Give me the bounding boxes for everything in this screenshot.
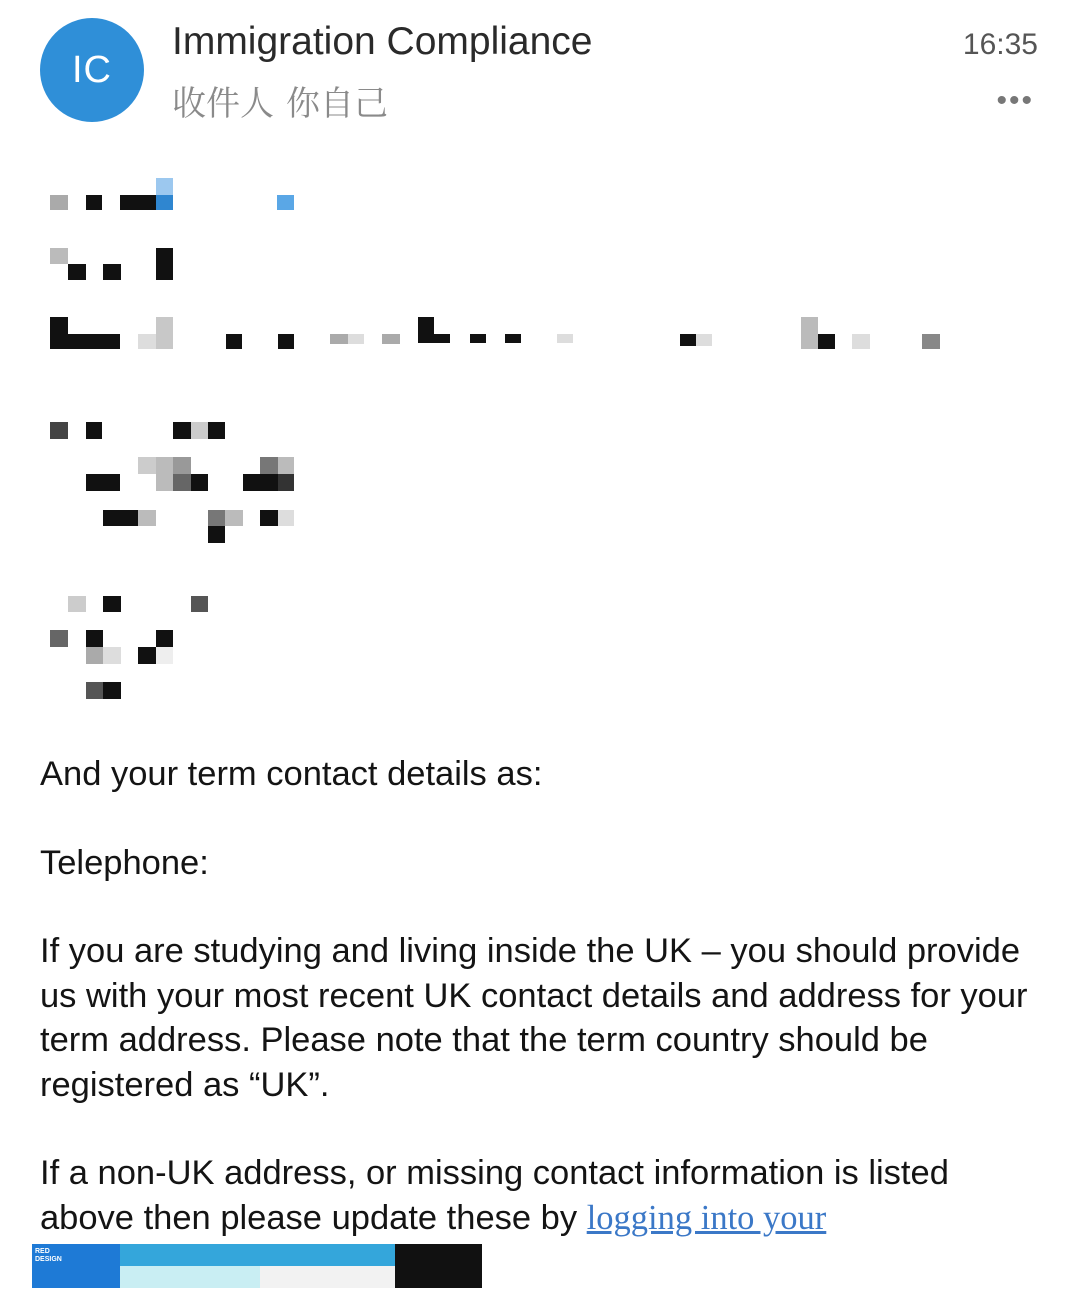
- mosaic-block: [50, 630, 68, 647]
- mosaic-block: [278, 474, 294, 491]
- body-paragraph: And your term contact details as:: [40, 755, 543, 793]
- mosaic-block: [173, 474, 191, 491]
- mosaic-block: [156, 457, 173, 491]
- mosaic-block: [191, 474, 208, 491]
- mosaic-block: [434, 334, 450, 343]
- mosaic-block: [103, 264, 121, 280]
- mosaic-block: [103, 596, 121, 612]
- watermark-strip: [32, 1244, 482, 1288]
- mosaic-block: [278, 457, 294, 474]
- body-text: If a non-UK address, or missing contact information is listed above then please update these by: [40, 1154, 949, 1237]
- mosaic-block: [226, 334, 242, 349]
- mosaic-block: [68, 334, 120, 349]
- body-paragraph: If you are studying and living inside the UK – you should provide us with your most recent UK contact details and address for your term address. Please note that the term country should be registered as “UK”.: [40, 932, 1028, 1104]
- mosaic-block: [50, 422, 68, 439]
- mosaic-block: [418, 317, 434, 343]
- mosaic-block: [156, 195, 173, 210]
- mosaic-block: [138, 647, 156, 664]
- sender-avatar[interactable]: [40, 18, 144, 122]
- mosaic-block: [243, 474, 278, 491]
- mosaic-block: [260, 457, 278, 474]
- mosaic-block: [156, 647, 173, 664]
- mosaic-block: [173, 422, 191, 439]
- mosaic-block: [50, 317, 68, 349]
- email-body: [40, 752, 1040, 1284]
- mosaic-block: [225, 510, 243, 526]
- mosaic-block: [156, 630, 173, 647]
- mosaic-block: [68, 596, 86, 612]
- recipients-line[interactable]: [172, 76, 388, 125]
- recipient-label: 收件人: [172, 85, 274, 123]
- mosaic-block: [173, 457, 191, 474]
- mosaic-block: [138, 334, 156, 349]
- mosaic-block: [103, 510, 138, 526]
- mosaic-block: [852, 334, 870, 349]
- mosaic-block: [86, 474, 120, 491]
- mosaic-block: [330, 334, 348, 344]
- mosaic-block: [156, 178, 173, 195]
- mosaic-block: [208, 422, 225, 439]
- mosaic-block: [818, 334, 835, 349]
- mosaic-block: [277, 195, 294, 210]
- mosaic-block: [156, 248, 173, 280]
- body-paragraph: Telephone:: [40, 843, 209, 882]
- mosaic-block: [696, 334, 712, 346]
- mosaic-block: [86, 630, 103, 647]
- mosaic-block: [557, 334, 573, 343]
- mosaic-block: [138, 457, 156, 474]
- email-time: 16:35: [962, 28, 1038, 61]
- mosaic-block: [120, 195, 156, 210]
- mosaic-block: [801, 317, 818, 349]
- mosaic-block: [50, 195, 68, 210]
- mosaic-block: [208, 526, 225, 543]
- mosaic-block: [86, 647, 103, 664]
- mosaic-block: [191, 596, 208, 612]
- mosaic-block: [505, 334, 521, 343]
- mosaic-block: [278, 334, 294, 349]
- mosaic-block: [680, 334, 696, 346]
- body-paragraph: [40, 1151, 1040, 1240]
- mosaic-block: [138, 510, 156, 526]
- mosaic-block: [470, 334, 486, 343]
- mosaic-block: [260, 510, 278, 526]
- mosaic-block: [208, 510, 225, 526]
- mosaic-block: [68, 264, 86, 280]
- mosaic-block: [86, 682, 103, 699]
- login-link[interactable]: logging into your: [586, 1198, 827, 1237]
- mosaic-block: [278, 510, 294, 526]
- recipient-value: 你自己: [286, 85, 388, 123]
- more-options-icon[interactable]: •••: [996, 84, 1034, 117]
- mosaic-block: [86, 195, 102, 210]
- mosaic-block: [103, 647, 121, 664]
- mosaic-block: [191, 422, 208, 439]
- redacted-content: [0, 160, 1080, 720]
- mosaic-block: [103, 682, 121, 699]
- mosaic-block: [156, 317, 173, 349]
- mosaic-block: [86, 422, 102, 439]
- mosaic-block: [50, 248, 68, 264]
- sender-name[interactable]: Immigration Compliance: [172, 20, 593, 63]
- avatar-initials: IC: [72, 48, 112, 91]
- mosaic-block: [922, 334, 940, 349]
- mosaic-block: [348, 334, 364, 344]
- watermark-logo: RED DESIGN: [35, 1248, 62, 1263]
- mosaic-block: [382, 334, 400, 344]
